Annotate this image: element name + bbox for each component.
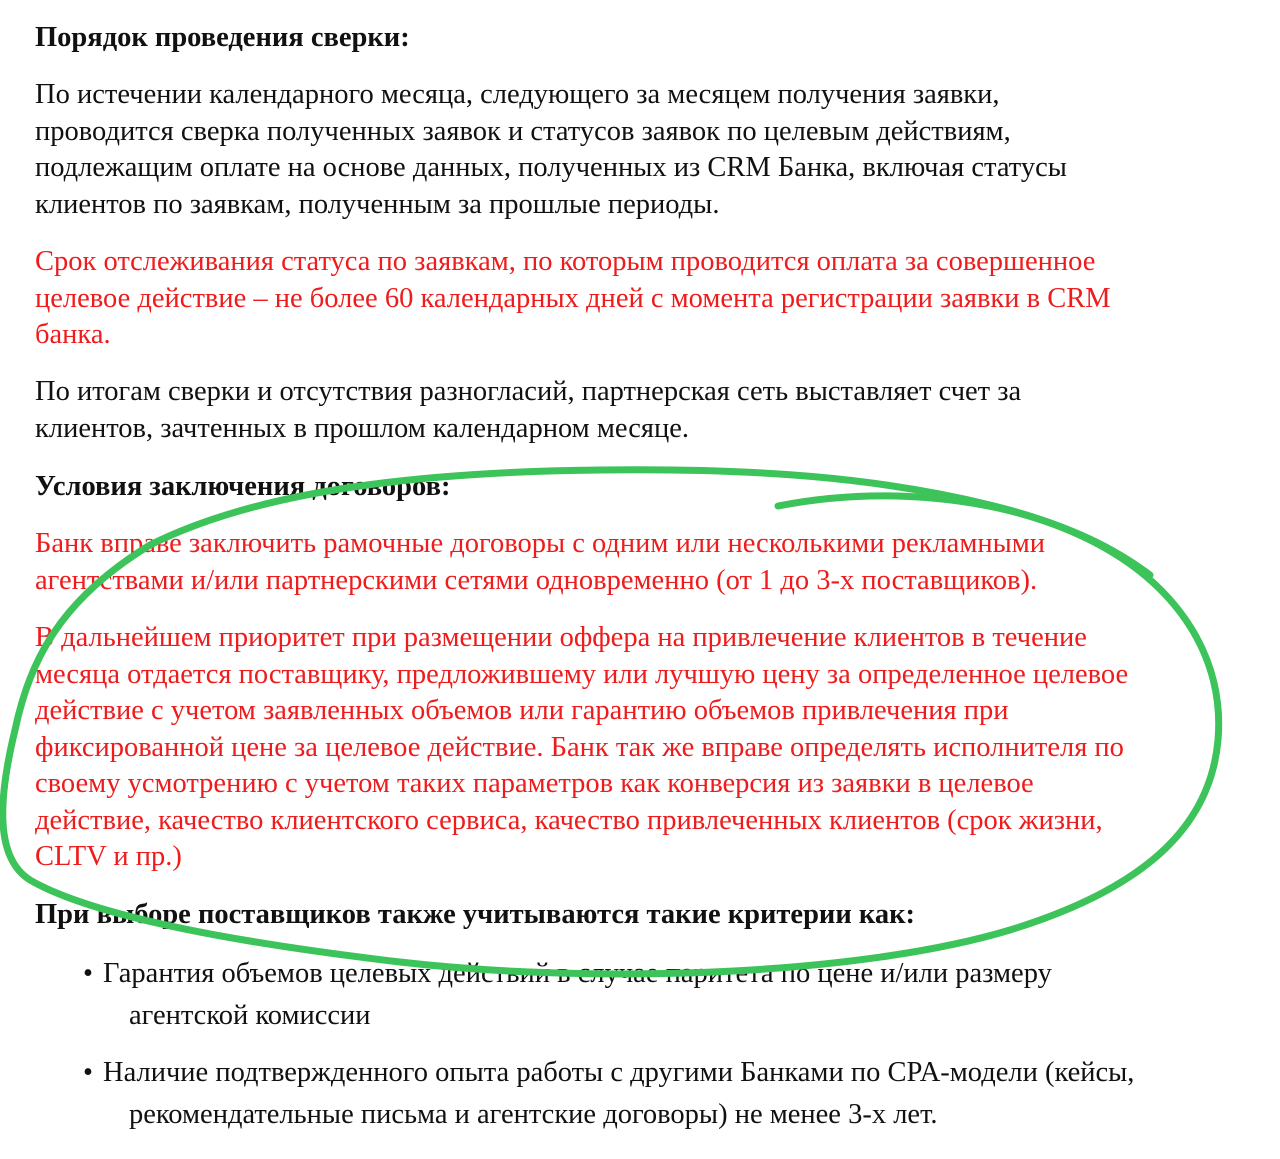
text-line: агентствами и/или партнерскими сетями одновременно (от 1 до 3-х поставщиков).	[35, 564, 1038, 596]
paragraph-tracking-period	[35, 244, 1250, 354]
list-item-continuation: рекомендательные письма и агентские договоры) не менее 3-х лет.	[129, 1099, 938, 1130]
text-line: месяца отдается поставщику, предложившему или лучшую цену за определенное целевое	[35, 658, 1129, 690]
text-line: клиентов по заявкам, полученным за прошлые периоды.	[35, 188, 720, 220]
reconciliation-heading: Порядок проведения сверки:	[35, 22, 410, 53]
list-item-text: Наличие подтвержденного опыта работы с другими Банками по CPA-модели (кейсы,	[103, 1057, 1135, 1088]
text-line: Банк вправе заключить рамочные договоры с одним или несколькими рекламными	[35, 528, 1046, 559]
text-line: проводится сверка полученных заявок и статусов заявок по целевым действиям,	[35, 115, 1011, 147]
text-line: действие с учетом заявленных объемов или гарантию объемов привлечения при	[35, 695, 1009, 726]
bullet-icon: •	[83, 958, 93, 989]
text-line: Срок отслеживания статуса по заявкам, по которым проводится оплата за совершенное	[35, 246, 1096, 277]
text-line: фиксированной цене за целевое действие. Банк так же вправе определять исполнителя по	[35, 731, 1124, 763]
text-line: своему усмотрению с учетом таких параметров как конверсия из заявки в целевое	[35, 768, 1034, 799]
list-item	[83, 1052, 1134, 1136]
text-line: клиентов, зачтенных в прошлом календарном месяце.	[35, 412, 689, 444]
contracts-heading: Условия заключения договоров:	[35, 471, 451, 502]
paragraph-priority	[35, 620, 1250, 876]
text-line: По истечении календарного месяца, следующего за месяцем получения заявки,	[35, 79, 1000, 110]
text-line: В дальнейшем приоритет при размещении оффера на привлечение клиентов в течение	[35, 622, 1087, 653]
text-line: банка.	[35, 319, 111, 350]
list-item	[83, 953, 1052, 1037]
list-item-text: Гарантия объемов целевых действий в случае паритета по цене и/или размеру	[103, 958, 1052, 989]
text-line: целевое действие – не более 60 календарных дней с момента регистрации заявки в CRM	[35, 282, 1111, 314]
text-line: действие, качество клиентского сервиса, качество привлеченных клиентов (срок жизни,	[35, 804, 1103, 836]
list-item-continuation: агентской комиссии	[129, 1000, 371, 1031]
paragraph-reconciliation-period	[35, 77, 1250, 223]
paragraph-invoice	[35, 374, 1250, 447]
text-line: По итогам сверки и отсутствия разногласий, партнерская сеть выставляет счет за	[35, 376, 1022, 407]
bullet-icon: •	[83, 1057, 93, 1088]
criteria-heading: При выборе поставщиков также учитываются такие критерии как:	[35, 899, 916, 930]
paragraph-framework-contracts	[35, 526, 1250, 599]
text-line: CLTV и пр.)	[35, 841, 182, 872]
text-line: подлежащим оплате на основе данных, полученных из CRM Банка, включая статусы	[35, 152, 1067, 183]
